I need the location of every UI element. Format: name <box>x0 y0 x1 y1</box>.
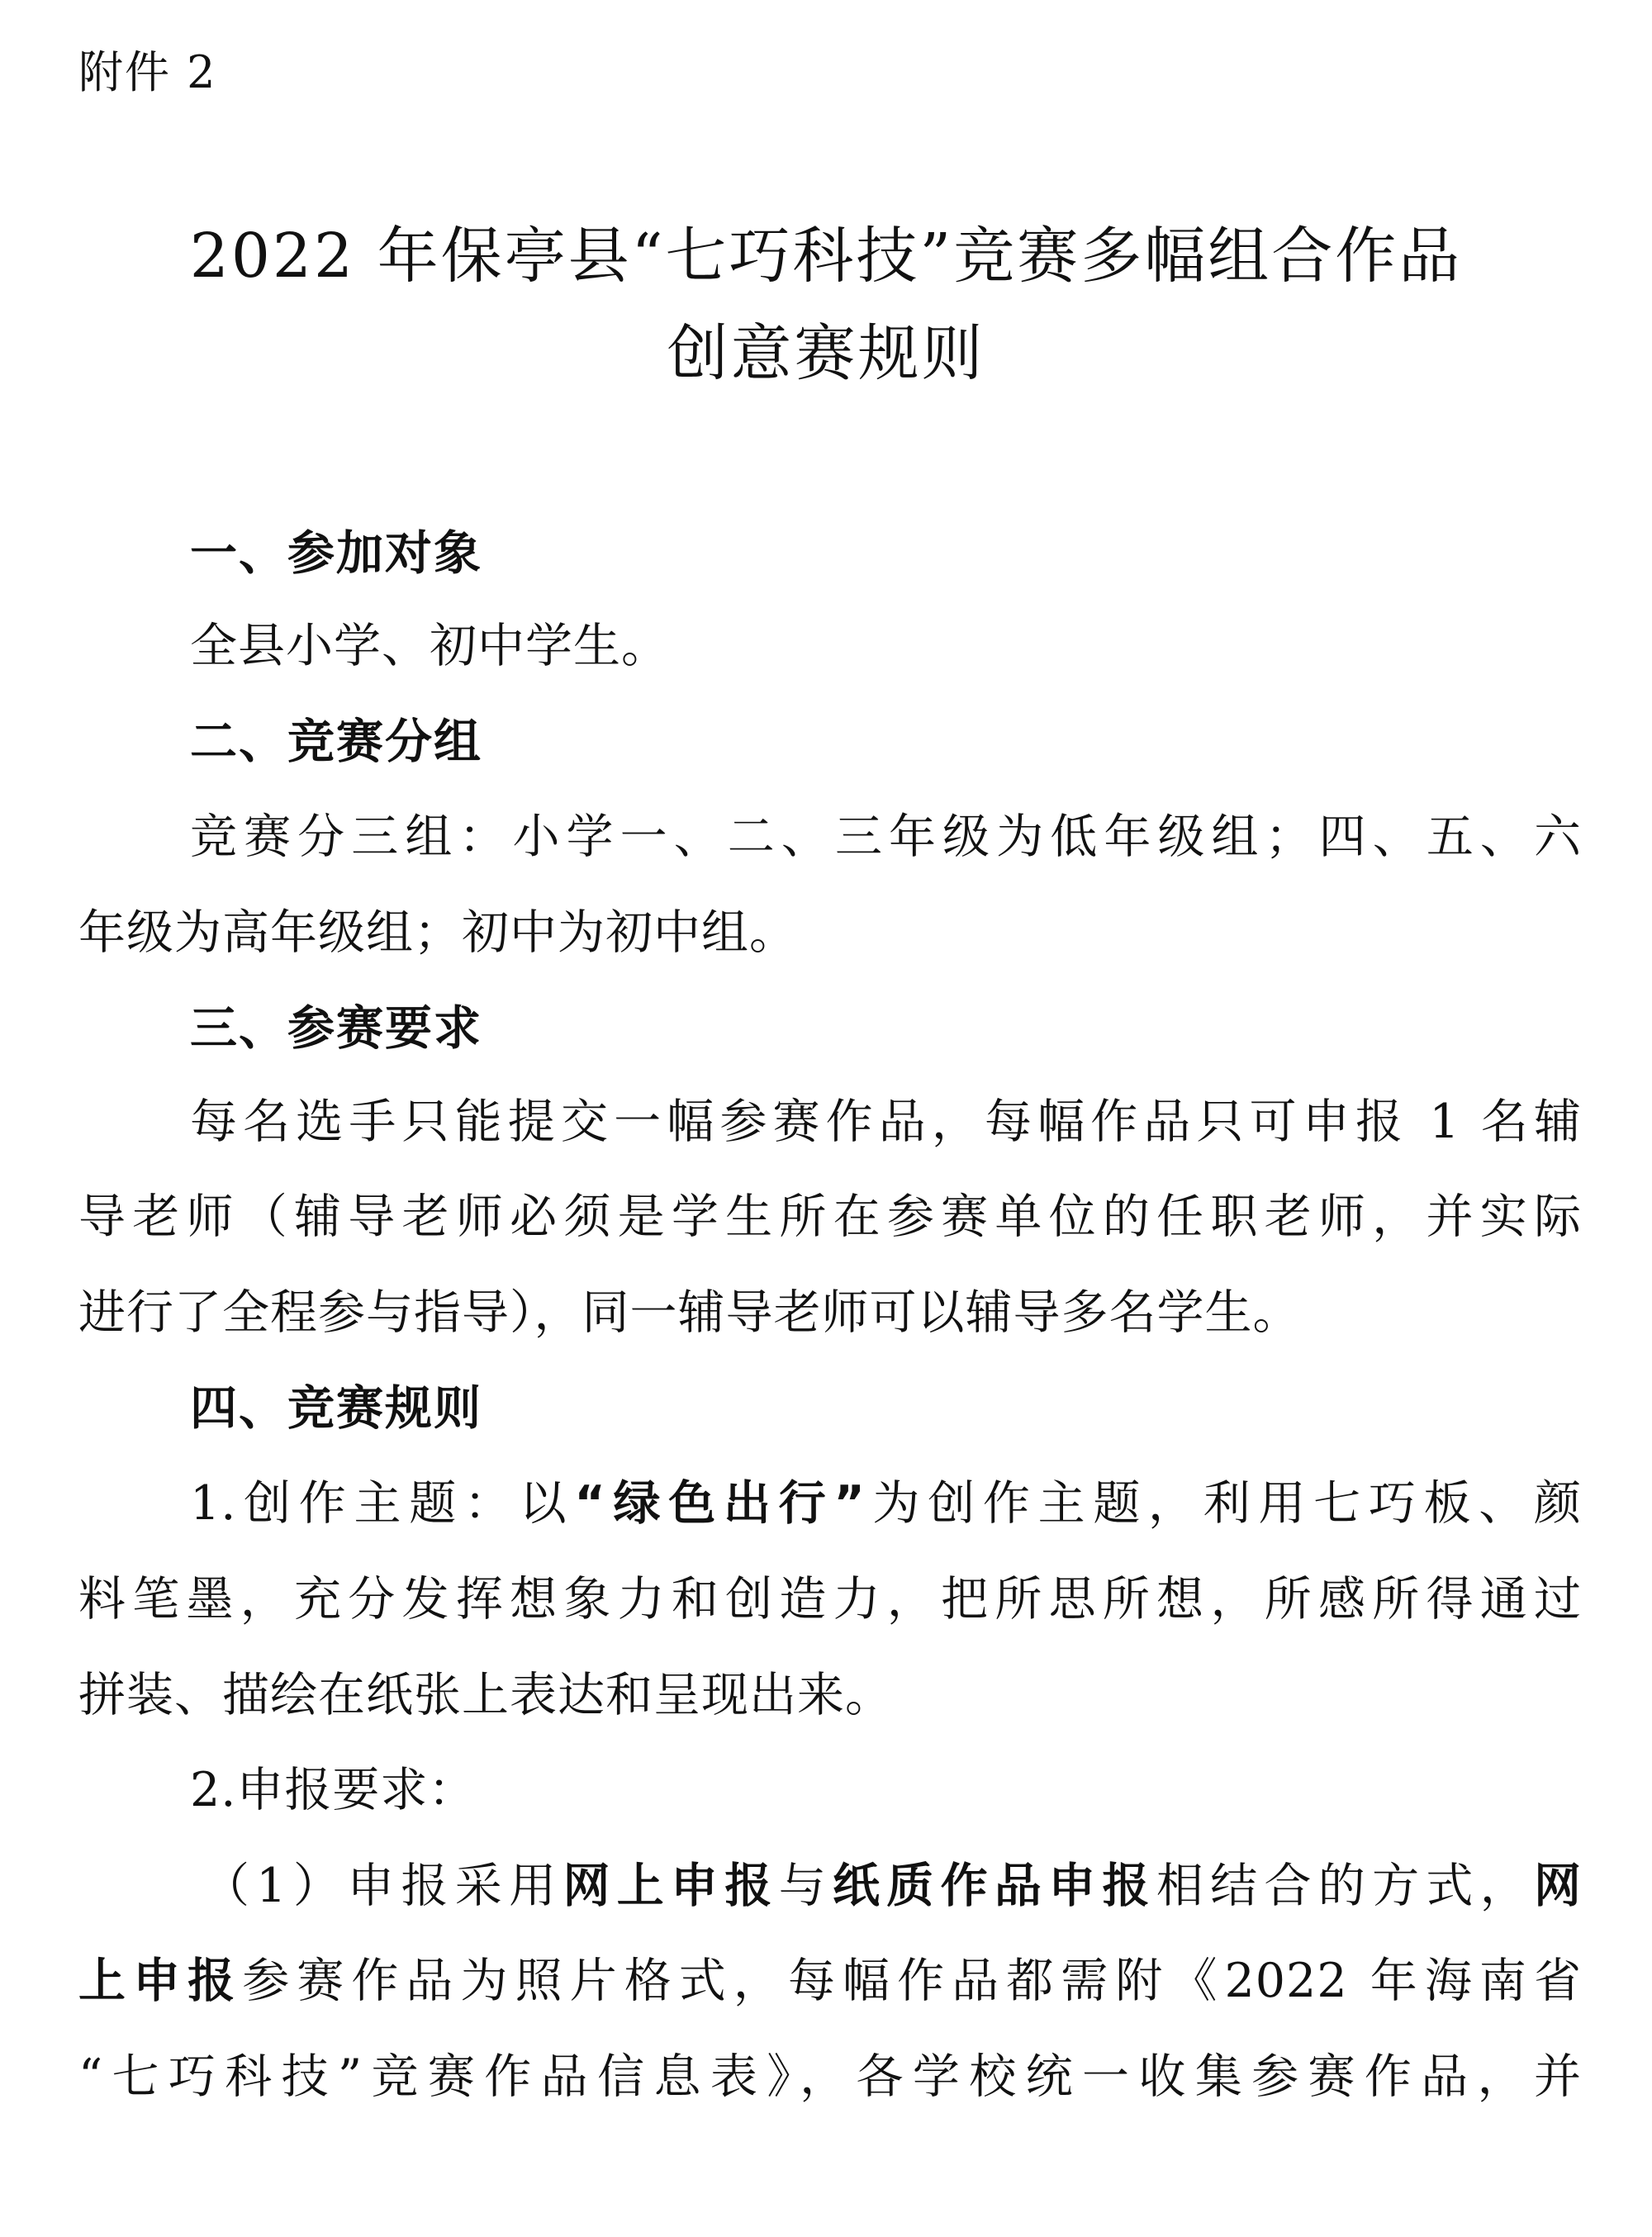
rule-2-heading: 2.申报要求： <box>190 1763 477 1817</box>
section-heading-requirements: 三、参赛要求 <box>190 1001 482 1056</box>
section-heading-participants: 一、参加对象 <box>190 526 482 581</box>
rule-2-sub-1-mid: 与 <box>778 1859 833 1913</box>
rule-1-line-3: 拼装、描绘在纸张上表达和呈现出来。 <box>78 1668 893 1722</box>
document-title-line-2: 创意赛规则 <box>667 318 985 389</box>
document-title-line-1: 2022 年保亭县“七巧科技”竞赛多幅组合作品 <box>189 221 1463 292</box>
section-heading-groups: 二、竞赛分组 <box>190 715 482 769</box>
rule-2-sub-1-suffix: 相结合的方式， <box>1156 1859 1535 1913</box>
rule-2-sub-1-line-2-rest: 参赛作品为照片格式，每幅作品都需附《2022 年海南省 <box>242 1954 1582 2008</box>
rule-1-suffix: 为创作主题，利用七巧板、颜 <box>865 1476 1583 1531</box>
rule-1-line-1 <box>78 1470 1582 1536</box>
section-heading-rules: 四、竞赛规则 <box>190 1381 482 1436</box>
participants-text: 全县小学、初中学生。 <box>190 619 669 673</box>
rule-2-sub-1-line-2 <box>78 1948 1582 2014</box>
groups-text-line-2: 年级为高年级组；初中为初中组。 <box>78 905 797 960</box>
rule-1-prefix: 1.创作主题：以 <box>190 1476 575 1531</box>
rule-2-sub-1-line-1 <box>78 1853 1582 1919</box>
online-submission-bold: 网上申报 <box>563 1859 779 1913</box>
online-bold-start: 网 <box>1534 1859 1583 1913</box>
paper-submission-bold: 纸质作品申报 <box>833 1859 1156 1913</box>
online-bold-end: 上申报 <box>78 1954 243 2008</box>
rule-1-line-2: 料笔墨，充分发挥想象力和创造力，把所思所想，所感所得通过 <box>78 1572 1582 1627</box>
attachment-label: 附件 2 <box>78 46 217 98</box>
rule-1-theme: “绿色出行” <box>574 1476 866 1531</box>
rule-2-sub-1-line-3: “七巧科技”竞赛作品信息表》，各学校统一收集参赛作品，并 <box>78 2049 1582 2104</box>
groups-text-line-1: 竞赛分三组：小学一、二、三年级为低年级组；四、五、六 <box>190 810 1582 864</box>
rule-2-sub-1-prefix: （1）申报采用 <box>202 1859 563 1913</box>
requirements-text-line-1: 每名选手只能提交一幅参赛作品，每幅作品只可申报 1 名辅 <box>190 1095 1582 1149</box>
requirements-text-line-3: 进行了全程参与指导），同一辅导老师可以辅导多名学生。 <box>78 1285 1301 1340</box>
requirements-text-line-2: 导老师（辅导老师必须是学生所在参赛单位的任职老师，并实际 <box>78 1190 1582 1244</box>
